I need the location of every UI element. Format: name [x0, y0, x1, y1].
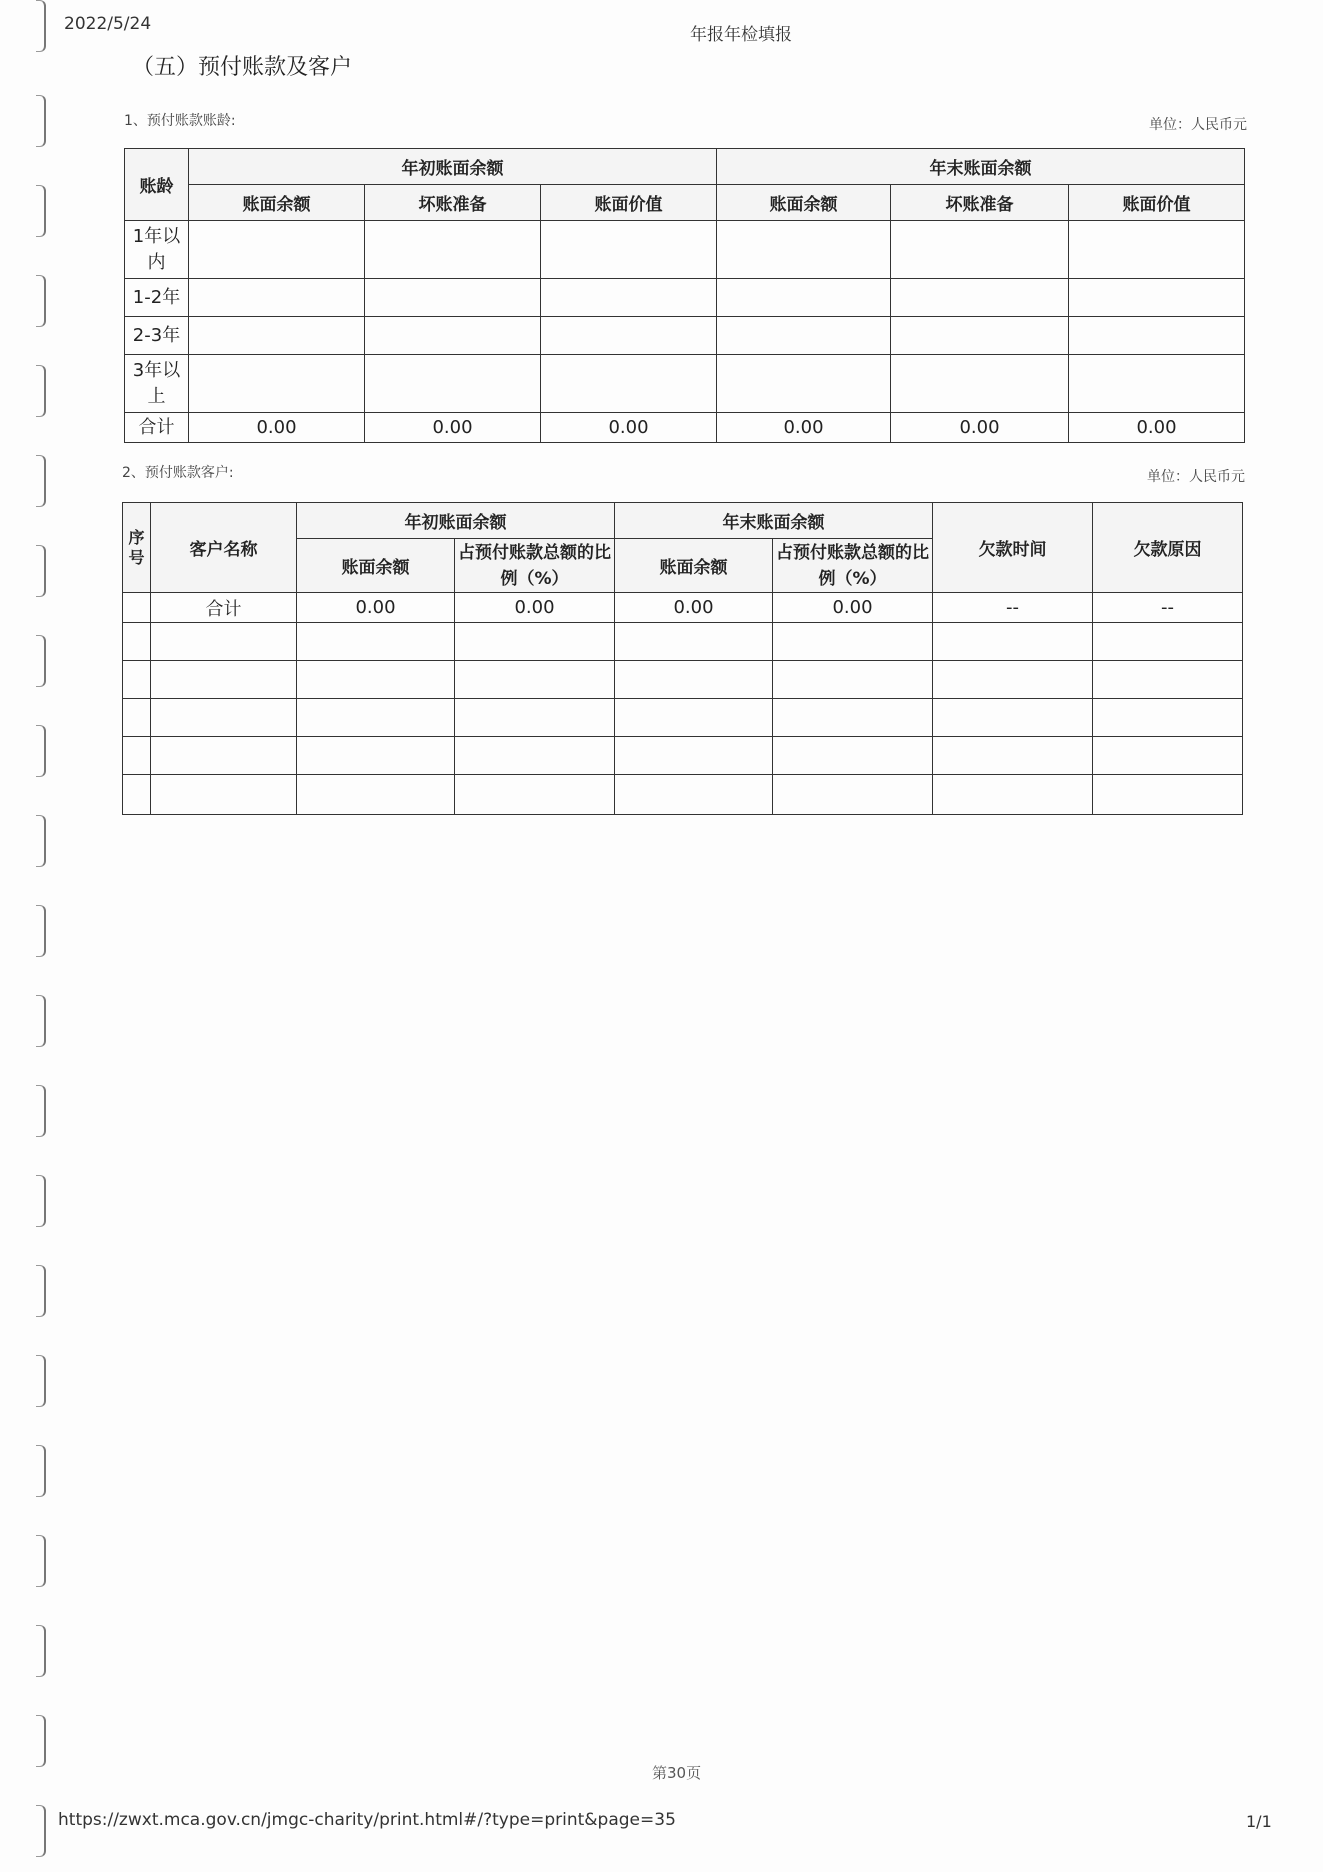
table-cell: 0.00 — [297, 593, 455, 623]
table-cell — [1069, 279, 1245, 317]
total-row — [123, 593, 1243, 623]
table-cell — [933, 699, 1093, 737]
table-cell — [365, 317, 541, 355]
customer-table — [122, 502, 1243, 815]
table1-caption: 1、预付账款账龄: — [124, 113, 236, 129]
table-row — [123, 699, 1243, 737]
table-cell — [615, 623, 773, 661]
table2-caption: 2、预付账款客户: — [122, 465, 234, 481]
row-label: 1年以内 — [125, 221, 189, 279]
table-cell: 0.00 — [891, 413, 1069, 443]
col-header-start-balance: 账面余额 — [297, 539, 455, 593]
col-header-end-ratio: 占预付账款总额的比例（%） — [773, 539, 933, 593]
table-cell — [455, 699, 615, 737]
row-label: 2-3年 — [125, 317, 189, 355]
table-cell — [297, 737, 455, 775]
table-cell — [541, 355, 717, 413]
table-cell — [773, 661, 933, 699]
table-row — [123, 775, 1243, 815]
row-label: 3年以上 — [125, 355, 189, 413]
table-cell — [455, 775, 615, 815]
table-cell — [189, 355, 365, 413]
table-cell — [1093, 737, 1243, 775]
page-number: 第30页 — [652, 1764, 702, 1782]
table1-unit: 单位：人民币元 — [1149, 117, 1247, 133]
table-cell — [717, 279, 891, 317]
table-cell — [1093, 661, 1243, 699]
col-header: 坏账准备 — [891, 185, 1069, 221]
table-cell — [365, 279, 541, 317]
col-header-end-balance: 账面余额 — [615, 539, 773, 593]
table-cell — [1069, 355, 1245, 413]
table-cell — [123, 661, 151, 699]
table-cell — [541, 317, 717, 355]
table-cell — [773, 623, 933, 661]
table-cell — [1093, 623, 1243, 661]
total-row — [125, 413, 1245, 443]
table-cell — [541, 221, 717, 279]
table-cell — [891, 355, 1069, 413]
table-cell — [455, 737, 615, 775]
row-label: 合计 — [125, 413, 189, 443]
aging-table — [124, 148, 1245, 443]
table-cell — [189, 279, 365, 317]
table-cell — [1069, 221, 1245, 279]
table-cell — [717, 355, 891, 413]
group-header-start-balance: 年初账面余额 — [297, 503, 615, 539]
table-row — [125, 355, 1245, 413]
col-header-customer-name: 客户名称 — [151, 503, 297, 593]
table-cell — [541, 279, 717, 317]
table-cell — [933, 661, 1093, 699]
table-cell — [615, 661, 773, 699]
table-cell — [151, 775, 297, 815]
table-cell — [189, 221, 365, 279]
table-cell — [297, 699, 455, 737]
group-header-end-balance: 年末账面余额 — [717, 149, 1245, 185]
table-cell — [123, 775, 151, 815]
page-count: 1/1 — [1246, 1812, 1272, 1831]
table-cell — [933, 737, 1093, 775]
table-cell — [615, 699, 773, 737]
col-header: 账面价值 — [1069, 185, 1245, 221]
table-cell — [151, 623, 297, 661]
table-cell — [123, 737, 151, 775]
col-header: 账面余额 — [189, 185, 365, 221]
table-cell — [455, 623, 615, 661]
col-header: 账面价值 — [541, 185, 717, 221]
group-header-start-balance: 年初账面余额 — [189, 149, 717, 185]
table-cell — [891, 279, 1069, 317]
table-row — [125, 317, 1245, 355]
table-cell: 0.00 — [365, 413, 541, 443]
col-header: 账面余额 — [717, 185, 891, 221]
table-cell — [1093, 699, 1243, 737]
table-cell — [297, 661, 455, 699]
col-header-debt-time: 欠款时间 — [933, 503, 1093, 593]
print-date: 2022/5/24 — [64, 14, 152, 34]
section-title: （五）预付账款及客户 — [132, 55, 353, 80]
table-cell: 0.00 — [455, 593, 615, 623]
page-header-title: 年报年检填报 — [690, 25, 792, 45]
row-label: 1-2年 — [125, 279, 189, 317]
table-cell: -- — [1093, 593, 1243, 623]
table-cell — [297, 775, 455, 815]
table-cell — [717, 317, 891, 355]
col-header: 坏账准备 — [365, 185, 541, 221]
table-cell — [773, 699, 933, 737]
table-row — [123, 623, 1243, 661]
table-cell — [717, 221, 891, 279]
col-header-aging: 账龄 — [125, 149, 189, 221]
table-cell — [151, 661, 297, 699]
table-row — [125, 221, 1245, 279]
table-cell: 0.00 — [189, 413, 365, 443]
table-cell — [151, 737, 297, 775]
table-row — [123, 661, 1243, 699]
print-url: https://zwxt.mca.gov.cn/jmgc-charity/print.html#/?type=print&page=35 — [58, 1810, 676, 1830]
table-row — [125, 279, 1245, 317]
table-cell — [1069, 317, 1245, 355]
table-cell — [615, 775, 773, 815]
table-cell — [1093, 775, 1243, 815]
table-cell — [123, 593, 151, 623]
table-cell — [891, 317, 1069, 355]
table-cell — [455, 661, 615, 699]
table-cell — [615, 737, 773, 775]
group-header-end-balance: 年末账面余额 — [615, 503, 933, 539]
col-header-seq: 序号 — [123, 503, 151, 593]
table-cell: 0.00 — [717, 413, 891, 443]
table-cell — [151, 699, 297, 737]
table-cell — [933, 623, 1093, 661]
table-cell — [365, 355, 541, 413]
table-row — [123, 737, 1243, 775]
table-cell: 合计 — [151, 593, 297, 623]
table-cell — [773, 775, 933, 815]
table-cell: 0.00 — [615, 593, 773, 623]
table-cell — [189, 317, 365, 355]
col-header-debt-reason: 欠款原因 — [1093, 503, 1243, 593]
table-cell: -- — [933, 593, 1093, 623]
table-cell: 0.00 — [541, 413, 717, 443]
table-cell — [773, 737, 933, 775]
table-cell — [933, 775, 1093, 815]
table-cell: 0.00 — [773, 593, 933, 623]
table-cell — [365, 221, 541, 279]
table-cell — [123, 623, 151, 661]
col-header-start-ratio: 占预付账款总额的比例（%） — [455, 539, 615, 593]
table-cell: 0.00 — [1069, 413, 1245, 443]
table-cell — [297, 623, 455, 661]
table-cell — [123, 699, 151, 737]
table-cell — [891, 221, 1069, 279]
table2-unit: 单位：人民币元 — [1147, 469, 1245, 485]
